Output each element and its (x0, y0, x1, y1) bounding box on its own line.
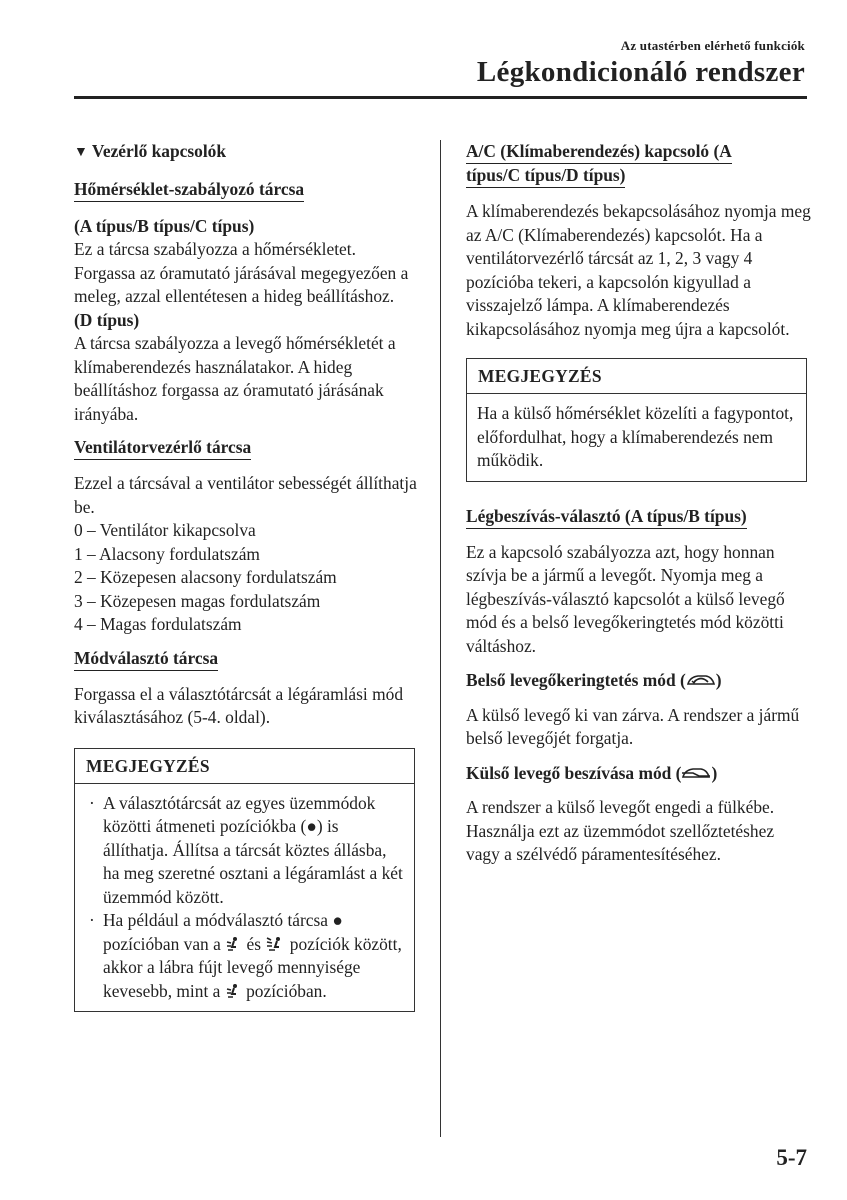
list-item: 2 – Közepesen alacsony fordulatszám (74, 567, 337, 587)
note-text: pozíciók között, akkor a lábra fújt levegő mennyisége kevesebb, mint a (103, 933, 402, 1001)
recirc-text: A külső levegő ki van zárva. A rendszer a jármű belső levegőjét forgatja. (466, 704, 800, 748)
page-title: Légkondicionáló rendszer (476, 56, 805, 88)
note-text: pozícióban van a (103, 933, 221, 954)
list-item: 4 – Magas fordulatszám (74, 614, 242, 634)
note-text: A választótárcsát az egyes üzemmódok közötti átmeneti pozíciókba ( (103, 792, 376, 836)
note-text: ) is állíthatja. Állítsa a tárcsát köztes állásba, ha meg szeretné osztani a légáramlást a két üzemmód között. (103, 816, 403, 907)
note-text: és (246, 933, 262, 954)
ac-text: A klímaberendezés bekapcsolásához nyomja meg az A/C (Klímaberendezés) kapcsolót. Ha a ventilátorvezérlő tárcsát az 1, 2, 3 vagy 4 pozícióba tekeri, a kapcsolón kigyullad a visszajelző lámpa. A klímaberendezés kikapcsolásához nyomja meg újra a kapcsolót. (466, 201, 811, 339)
note-text: Ha például a módválasztó tárcsa (103, 910, 329, 930)
foot-vent-icon (225, 983, 242, 1000)
note-title: MEGJEGYZÉS (467, 359, 806, 394)
intake-text: Ez a kapcsoló szabályozza azt, hogy honnan szívja be a jármű a levegőt. Nyomja meg a légbeszívás-választó kapcsolót a külső levegő mód és a belső levegőkeringtetés mód közötti váltáshoz. (466, 541, 785, 656)
list-item: 1 – Alacsony fordulatszám (74, 543, 260, 564)
temp-types-abc: (A típus/B típus/C típus) (74, 215, 255, 236)
ac-switch-title: A/C (Klímaberendezés) kapcsoló (A (466, 140, 732, 164)
fan-dial-title: Ventilátorvezérlő tárcsa (74, 436, 251, 460)
fresh-air-title-text: Külső levegő beszívása mód ( (466, 762, 682, 783)
section-heading (74, 140, 419, 165)
temp-dial-title: Hőmérséklet-szabályozó tárcsa (74, 178, 304, 202)
fresh-air-title (466, 762, 811, 786)
bullet-dot: · (89, 792, 95, 813)
temp-type-d: (D típus) (74, 309, 140, 330)
list-item: 0 – Ventilátor kikapcsolva (74, 520, 256, 540)
recirculation-icon (686, 672, 716, 689)
column-divider (440, 140, 441, 1137)
note-text: pozícióban. (246, 980, 327, 1001)
note-bullet (85, 909, 404, 1003)
list-item: 3 – Közepesen magas fordulatszám (74, 590, 321, 611)
left-column (74, 140, 419, 1012)
temp-text-abc: Ez a tárcsa szabályozza a hőmérsékletet. Forgassa az óramutató járásával megegyezően a meleg, azzal ellentétesen a hideg beállításhoz. (74, 239, 409, 306)
bullet-dot: · (89, 910, 95, 930)
note-bullet (85, 792, 404, 910)
dot-icon: ● (332, 910, 343, 930)
recirc-title-close: ) (715, 670, 722, 690)
floor-vent-icon (265, 936, 285, 953)
note-text: Ha a külső hőmérséklet közelíti a fagypontot, előfordulhat, hogy a klímaberendezés nem működik. (477, 403, 794, 470)
note-box (466, 358, 807, 482)
recirc-title-text: Belső levegőkeringtetés mód ( (466, 670, 686, 690)
mode-dial-title: Módválasztó tárcsa (74, 647, 218, 671)
triangle-down-icon: ▼ (74, 145, 88, 160)
header-section: Az utastérben elérhető funkciók (620, 38, 805, 53)
header-rule (74, 96, 807, 99)
temp-text-d: A tárcsa szabályozza a levegő hőmérsékletét a klímaberendezés használatakor. A hideg beállításhoz forgassa az óramutató járásának irányába. (74, 333, 396, 424)
right-column (466, 140, 811, 867)
mode-text: Forgassa el a választótárcsát a légáramlási mód kiválasztásához (5-4. oldal). (74, 683, 404, 727)
recirc-title (466, 669, 811, 693)
dot-icon: ● (306, 816, 317, 836)
fan-intro: Ezzel a tárcsával a ventilátor sebességét állíthatja be. (74, 473, 417, 517)
fresh-air-title-close: ) (711, 762, 718, 783)
foot-vent-icon (225, 936, 242, 953)
fan-speed-list (74, 519, 419, 637)
section-heading-text: Vezérlő kapcsolók (91, 141, 227, 161)
fresh-air-icon (681, 765, 711, 782)
note-title: MEGJEGYZÉS (75, 749, 414, 784)
page-number: 5-7 (776, 1145, 807, 1170)
ac-switch-title-2: típus/C típus/D típus) (466, 164, 625, 188)
fresh-air-text: A rendszer a külső levegőt engedi a fülkébe. Használja ezt az üzemmódot szellőztetéshez vagy a szélvédő páramentesítéséhez. (466, 797, 775, 864)
intake-title: Légbeszívás-választó (A típus/B típus) (466, 505, 747, 529)
note-box (74, 748, 415, 1013)
